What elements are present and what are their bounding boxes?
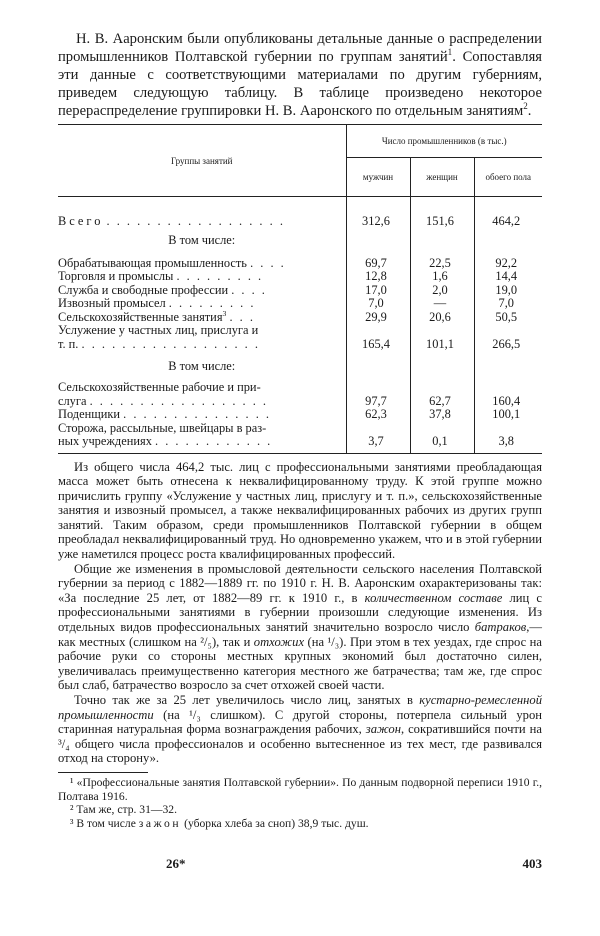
occupation-table: [58, 124, 542, 454]
row-label: Служба и свободные профессии: [58, 282, 229, 297]
intro-text-2: . Сопоставляя эти данные с соответствующими материалами по другим губерниям, приведем следующую таблицу. В таблице произведено некоторое перераспределение группировки Н. В. Аaронского по отдельным занятиям: [58, 49, 542, 119]
emphasis: батраков: [474, 620, 527, 635]
row-label: Обрабатывающая промышленность: [58, 255, 247, 270]
header-men: мужчин: [346, 158, 410, 197]
cell-both: 92,2: [474, 251, 542, 271]
cell-women: 0,1: [410, 422, 474, 449]
text-run: , сократившийся почти на ³/₄ общего числа профессионалов и особенно вытесненное из тех мест, где развивался отход на сторону».: [58, 722, 542, 766]
cell-women: 62,7: [410, 377, 474, 408]
emphasis: количественном составе: [364, 590, 503, 605]
dot-leader: . . . .: [231, 282, 267, 297]
row-label: Поденщики: [58, 407, 121, 421]
row-label: Сельскохозяйственные занятия: [58, 309, 223, 324]
header-count: Число промышленников (в тыс.): [346, 125, 542, 158]
emphasis: кустарно-ремесленной промышленности: [58, 693, 542, 722]
total-both: 464,2: [474, 197, 542, 229]
dot-leader: . . . . . . . . . . . . . . . . . .: [89, 393, 268, 408]
row-label: Извозный промысел: [58, 296, 166, 310]
text-run: (на ¹/₃ слишком). С другой стороны, потерпела сильный урон старинная натуральная форма вознаграждения рабочих,: [58, 707, 542, 737]
cell-men: 165,4: [346, 324, 410, 351]
cell-both: 19,0: [474, 284, 542, 298]
intro-paragraph: [58, 30, 542, 120]
text-run: ,— как местных (слишком на ²/₅), так и: [58, 620, 542, 649]
cell-women: 22,5: [410, 251, 474, 271]
intro-text-3: .: [527, 103, 532, 119]
table-row: [58, 422, 542, 449]
table-row: [58, 324, 542, 351]
subheading-in-that: В том числе:: [168, 232, 236, 247]
total-men: 312,6: [346, 197, 410, 229]
text-run: Точно так же за 25 лет увеличилось число лиц, занятых в: [74, 693, 420, 707]
cell-both: 3,8: [474, 422, 542, 449]
cell-men: 3,7: [346, 422, 410, 449]
header-women: женщин: [410, 158, 474, 197]
text-run: Общие же изменения в промысловой деятельности сельского населения Полтавской губернии за период с 1882—1889 гг. по 1910 г. Н. В. Аaронским охарактеризованы так: «За последние 25 лет, от 1882—89 гг. к 1910 г., в: [58, 561, 542, 605]
paragraph-1: Из общего числа 464,2 тыс. лиц с профессиональными занятиями преобладающая масса может быть отнесена к неквалифицированному труду. К этой группе можно причислить группу «Услужение у частных лиц, прислугу и т. п.», сельскохозяйственные занятия и извозный промысел, а также неквалифицированных рабочих из других групп занятий. Таким образом, среди промышленников Полтавской губернии в общем преобладал неквалифицированный труд. Но одновременно укажем, что и в этой губернии уже наметился процесс роста квалифицированных профессий.: [58, 459, 542, 562]
row-label-cont: т. п.: [58, 336, 79, 351]
cell-women: 20,6: [410, 311, 474, 325]
emphasis: зажон: [365, 722, 401, 737]
footnote-ref-2[interactable]: 2: [523, 101, 528, 112]
footnote-ref-1[interactable]: 1: [447, 47, 453, 58]
cell-women: 1,6: [410, 270, 474, 284]
cell-men: 69,7: [346, 251, 410, 271]
text-run: ³ В том числе: [70, 816, 139, 830]
cell-men: 7,0: [346, 297, 410, 311]
row-label-cont: слуга: [58, 393, 87, 408]
footnote-divider: [58, 772, 148, 773]
cell-both: 7,0: [474, 297, 542, 311]
text-run: лиц с профессиональными занятиями в губернии произошли следующие изменения. Из отдельных видов профессиональных занятий значительно возросло число: [58, 590, 542, 635]
cell-women: 2,0: [410, 284, 474, 298]
intro-text-1: Н. В. Аaронским были опубликованы детальные данные о распределении промышленников Полтавской губернии по группам занятий: [58, 31, 542, 65]
footnote-1: ¹ «Профессиональные занятия Полтавской губернии». По данным подворной переписи 1910 г., Полтава 1916.: [58, 775, 542, 803]
header-groups: Группы занятий: [58, 125, 346, 197]
dot-leader: . . .: [229, 309, 255, 324]
cell-both: 100,1: [474, 408, 542, 422]
cell-both: 50,5: [474, 311, 542, 325]
cell-men: 62,3: [346, 408, 410, 422]
total-label: Всего: [58, 214, 104, 228]
cell-women: 37,8: [410, 408, 474, 422]
dot-leader: . . . . . . . . . . . .: [155, 434, 273, 448]
cell-both: 14,4: [474, 270, 542, 284]
cell-men: 17,0: [346, 284, 410, 298]
dot-leader: . . . .: [250, 255, 286, 270]
emphasis: отхожих: [253, 634, 305, 649]
footnote-2: ² Там же, стр. 31—32.: [70, 803, 177, 817]
table-row: [58, 197, 542, 229]
paragraph-2: [58, 562, 542, 693]
table-row: [58, 284, 542, 298]
table-row: [58, 311, 542, 325]
table-row: [58, 251, 542, 271]
dot-leader: . . . . . . . . . . . . . . . . . .: [81, 336, 260, 351]
footnote-3: [58, 817, 542, 831]
table-row: [58, 270, 542, 284]
cell-men: 12,8: [346, 270, 410, 284]
header-both: обоего пола: [474, 158, 542, 197]
dot-leader: . . . . . . . . .: [168, 296, 256, 310]
signature-mark: 26*: [166, 856, 186, 871]
cell-women: 101,1: [410, 324, 474, 351]
paragraph-3: [58, 693, 542, 766]
subheading-in-that: В том числе:: [168, 359, 236, 373]
dot-leader: . . . . . . . . . . . . . . .: [123, 407, 271, 421]
cell-men: 97,7: [346, 377, 410, 408]
dot-leader: . . . . . . . . .: [176, 269, 264, 283]
cell-men: 29,9: [346, 311, 410, 325]
text-run: (на ¹/₃). При этом в тех уездах, где спрос на рабочие руки со стороны местных крупных экономий был достаточно силен, увеличивалась преимущественно категория местного же батрачества; там же, где спрос был слаб, батрачество возросло за счет отхожей своей части.: [58, 634, 543, 693]
footnote-ref-3[interactable]: 3: [222, 308, 227, 318]
cell-both: 266,5: [474, 324, 542, 351]
row-label: Сельскохозяйственные рабочие и при-: [58, 380, 261, 394]
total-women: 151,6: [410, 197, 474, 229]
table-row: [58, 408, 542, 422]
page-number: 403: [522, 856, 542, 871]
text-run: (уборка хлеба за сноп) 38,9 тыс. душ.: [181, 816, 369, 830]
dot-leader: . . . . . . . . . . . . . . . . . .: [106, 214, 285, 228]
cell-both: 160,4: [474, 377, 542, 408]
cell-women: —: [410, 297, 474, 311]
table-row: [58, 297, 542, 311]
row-label: Услужение у частных лиц, прислуга и: [58, 323, 259, 337]
page-content: [58, 30, 542, 830]
row-label: Сторожа, рассыльные, швейцары в раз-: [58, 420, 267, 435]
row-label: Торговля и промыслы: [58, 269, 174, 283]
spaced-word: зажон: [138, 816, 182, 830]
table-row: [58, 377, 542, 408]
row-label-cont: ных учреждениях: [58, 434, 152, 448]
